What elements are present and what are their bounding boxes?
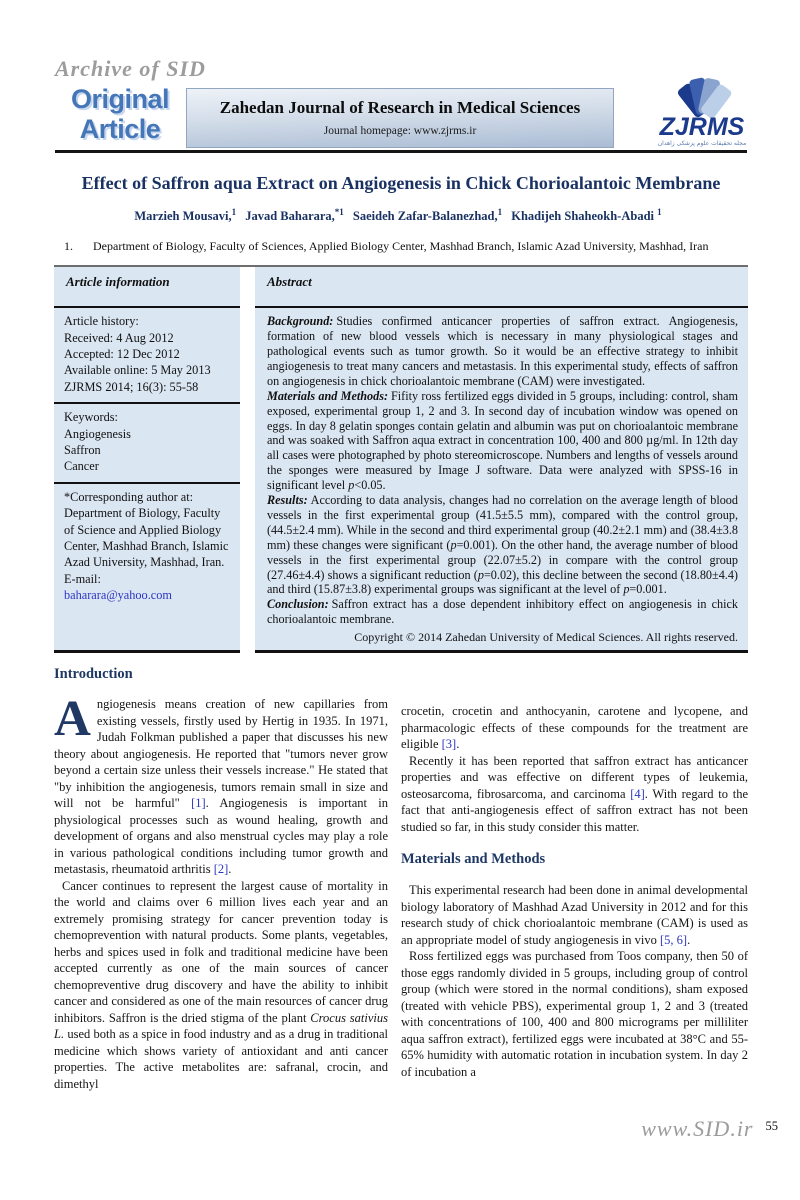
- history-item: Accepted: 12 Dec 2012: [64, 346, 180, 361]
- author-superscript: *1: [334, 207, 344, 217]
- text-segment: Fifity ross fertilized eggs divided in 5 groups, including: control, sham exposed, experimental group 1, 2 and 3. In second day of incubation window was opened on eggs. In day 8 gelatin sponges contain gelatin and albumin was put on chorioalantoic membrane and was soaked with Saffron aqua extract in concentration 100, 400 and 800 µg/ml. In 12th day all cases were photographed by photo stereomicroscope. Numbers and lengths of vessels around the sponges were measured by Image J software. Data were analyzed with SPSS-16 in significant level: [267, 388, 738, 493]
- journal-homepage-link[interactable]: Journal homepage: www.zjrms.ir: [323, 125, 477, 137]
- author-superscript: 1: [231, 207, 237, 217]
- text-segment: Cancer continues to represent the largest cause of mortality in the world and claims over 6 million lives each year and an extremely promising strategy for cancer prevention today is chemoprevention with natural products. Some plants, vegetables, herbs and spices used in folk and traditional medicine have been accepted currently as one of the main sources of cancer chemopreventive drug discovery and have the ability to inhibit cancer and considered as one of the main resources of cancer drug inhibitors. Saffron is the dried stigma of the plant: [54, 878, 388, 1025]
- article-type-badge: [56, 84, 184, 144]
- text-segment: p: [623, 582, 630, 597]
- author: [511, 209, 661, 223]
- text-segment: .: [687, 932, 691, 947]
- article-type-line1: Original: [70, 84, 169, 114]
- citation-link[interactable]: [4]: [630, 786, 645, 801]
- text-segment: . Angiogenesis is important in physiological processes such as wound healing, growth and development of organs and also menstrual cycles may play a role in various pathological conditions including tumor growth and metastasis, rheumatoid arthritis: [54, 796, 388, 877]
- author-superscript: 1: [497, 207, 503, 217]
- header-divider: [55, 150, 747, 153]
- zjrms-logo: [644, 76, 760, 148]
- abstract-heading: Abstract: [255, 267, 748, 308]
- intro-paragraph-1-text: [54, 691, 388, 877]
- abstract-body: [255, 308, 748, 650]
- author-name: Khadijeh Shaheokh-Abadi: [511, 209, 654, 224]
- affiliation-line: [64, 239, 748, 254]
- citation-link[interactable]: [3]: [441, 737, 457, 752]
- author: [353, 209, 502, 223]
- sid-watermark: www.SID.ir: [641, 1116, 754, 1141]
- text-segment: .: [228, 862, 232, 877]
- article-information-cell: [54, 267, 240, 653]
- abstract-section-text: [267, 597, 738, 626]
- article-content: [54, 160, 748, 1092]
- introduction-heading: Introduction: [54, 666, 133, 683]
- archive-watermark: Archive of SID: [55, 56, 206, 81]
- text-segment: p: [477, 567, 484, 582]
- corresponding-author-section: [54, 484, 240, 618]
- text-segment: =0.001). On the other hand, the average number of blood vessels in the first experimental group (22.07±5.2) in compare with the control group (27.46±4.4) shows a significant reduction (: [267, 537, 738, 582]
- journal-banner: [186, 88, 614, 148]
- abstract-section-label: Background:: [267, 314, 334, 329]
- zjrms-logo-icon: [644, 76, 760, 148]
- citation-link[interactable]: [2]: [213, 862, 229, 877]
- intro-paragraph-2-continued: [401, 703, 748, 753]
- page-number: 55: [765, 1119, 778, 1133]
- keyword-item: Saffron: [64, 443, 101, 457]
- text-segment: . With regard to the fact that anti-angiogenesis effect of saffron extract has not been studied so far, in this study consider this matter.: [401, 786, 748, 834]
- text-segment: Recently it has been reported that saffron extract has anticancer properties and was effective on different types of leukemia, osteosarcoma, fibrosarcoma, and carcinoma: [401, 753, 748, 801]
- author-name: Saeideh Zafar-Balanezhad,: [352, 209, 498, 224]
- abstract-section-text: [267, 389, 738, 492]
- text-segment: <0.05.: [354, 478, 386, 493]
- text-segment: This experimental research had been done in animal developmental biology laboratory of Mashhad Azad University in 2012 and for this research study of chick chorioalantoic membrane (CAM) is used as an appropriate model of study angiogenesis in vivo: [401, 883, 748, 947]
- body-left-column: [54, 666, 388, 1092]
- text-segment: ngiogenesis means creation of new capillaries from existing vessels, firstly used by Hertig in 1935. In 1971, Judah Folkman published a paper that discusses his new theory about angiogenesis. He reported that "tumors never grow beyond a certain size unless their vessels increase." He stated that "by inhibition the angiogenesis, tumors remain small in size and will not be harmful": [54, 697, 388, 811]
- abstract-results: [267, 493, 738, 597]
- text-segment: =0.001.: [629, 582, 667, 597]
- abstract-materials-methods: [267, 389, 738, 493]
- corresponding-label: *Corresponding author at:: [64, 489, 194, 504]
- copyright-line: Copyright © 2014 Zahedan University of Medical Sciences. All rights reserved.: [354, 630, 738, 645]
- history-item: ZJRMS 2014; 16(3): 55-58: [64, 379, 199, 394]
- article-information-heading: Article information: [54, 267, 240, 308]
- abstract-section-label: Results:: [267, 493, 308, 508]
- article-history-section: [54, 308, 240, 404]
- keywords-section: [54, 404, 240, 484]
- text-segment: p: [348, 478, 355, 493]
- abstract-cell: [255, 267, 748, 653]
- methods-paragraph-1: [401, 882, 748, 948]
- drop-cap: A: [54, 691, 91, 748]
- citation-link[interactable]: [1]: [191, 796, 206, 811]
- methods-paragraph-2: [401, 948, 748, 1080]
- text-segment: According to data analysis, changes had no correlation on the average length of blood vessels in the first experimental group (41.5±5.5 mm), compared with the control group, (44.5±2.4 mm). While in the second and third experimental group (40.2±2.1 mm) and (38.4±3.8 mm) these changes were significant (: [267, 493, 738, 552]
- journal-title: Zahedan Journal of Research in Medical Sciences: [219, 98, 581, 117]
- logo-text: ZJRMS: [659, 113, 745, 141]
- abstract-section-text: [267, 493, 738, 596]
- methods-heading: Materials and Methods: [401, 851, 546, 868]
- abstract-section-label: Materials and Methods:: [267, 388, 389, 403]
- text-segment: =0.02), this decline between the second (18.80±4.4) and third (15.87±3.8) experimental groups was significant at the level of: [267, 567, 738, 597]
- abstract-section-label: Conclusion:: [267, 597, 329, 612]
- text-segment: p: [450, 537, 457, 552]
- abstract-section-text: [267, 314, 738, 388]
- body-right-column: [401, 666, 748, 1092]
- author: [245, 209, 344, 223]
- intro-paragraph-3: [401, 753, 748, 836]
- intro-paragraph-1: [54, 691, 388, 878]
- text-segment: Ross fertilized eggs was purchased from Toos company, then 50 of those eggs randomly divided in 5 groups, including group of control group (which were stored in the normal conditions), sham exposed (treated with vehicle PBS), experimental group 1, 2 and 3 (treated with concentrations of 100, 400 and 800 micrograms per milliliter aqua saffron extract), fertilized eggs were incubated at 38°C and 55-65% humidity with automatic rotation in incubation system. In day 2 of incubation a: [401, 949, 748, 1079]
- history-item: Received: 4 Aug 2012: [64, 330, 174, 345]
- text-segment: Studies confirmed anticancer properties of saffron extract. Angiogenesis, formation of new blood vessels which is necessary in many physiological stages and pathological events such as tumor growth. So it would be an effective strategy to inhibit angiogenesis to treat many cancers and metastasis. In this experimental study, effects of saffron on angiogenesis in chick chorioalantoic membrane (CAM) were investigated.: [267, 314, 738, 388]
- article-body: [54, 666, 748, 1092]
- keyword-item: Angiogenesis: [64, 426, 131, 441]
- article-type-line2: Article: [79, 114, 161, 144]
- author: [134, 209, 236, 223]
- keywords-label: Keywords:: [64, 410, 118, 425]
- article-history-label: Article history:: [64, 314, 139, 329]
- keyword-item: Cancer: [64, 459, 99, 474]
- author-name: Marzieh Mousavi,: [134, 209, 232, 224]
- text-segment: Saffron extract has a dose dependent inhibitory effect on angiogenesis in chick chorioalantoic membrane.: [267, 597, 738, 627]
- text-segment: .: [456, 737, 460, 752]
- article-title: Effect of Saffron aqua Extract on Angiogenesis in Chick Chorioalantoic Membrane: [81, 173, 721, 193]
- page-footer: [641, 1116, 778, 1142]
- text-segment: used both as a spice in food industry and as a drug in traditional medicine which shows variety of antioxidant and anti cancer properties. The active metabolites are: safranal, crocin, and dimethyl: [54, 1027, 388, 1091]
- abstract-background: [267, 314, 738, 389]
- citation-link[interactable]: [5, 6]: [659, 932, 688, 947]
- text-segment: crocetin, crocetin and anthocyanin, carotene and lycopene, and pharmacologic effects of these compounds for the treatment are eligible: [401, 704, 748, 752]
- history-item: Available online: 5 May 2013: [64, 363, 211, 378]
- intro-paragraph-2: [54, 878, 388, 1093]
- abstract-conclusion: [267, 597, 738, 627]
- text-segment: Crocus sativius L.: [54, 1010, 388, 1042]
- affiliation-number: 1.: [64, 239, 73, 254]
- article-info-panel: [54, 265, 748, 653]
- corresponding-address: Department of Biology, Faculty of Science and Applied Biology Center, Mashhad Branch, Islamic Azad University, Mashhad, Iran.: [64, 506, 229, 570]
- logo-subtext: مجله تحقیقات علوم پزشکی زاهدان: [657, 140, 747, 147]
- email-label: E-mail:: [64, 571, 101, 586]
- author-name: Javad Baharara,: [245, 209, 335, 224]
- affiliation-text: Department of Biology, Faculty of Sciences, Applied Biology Center, Mashhad Branch, Islamic Azad University, Mashhad, Iran: [93, 239, 709, 254]
- email-link[interactable]: baharara@yahoo.com: [64, 588, 172, 603]
- author-superscript: 1: [657, 207, 662, 217]
- authors-line: [54, 207, 748, 224]
